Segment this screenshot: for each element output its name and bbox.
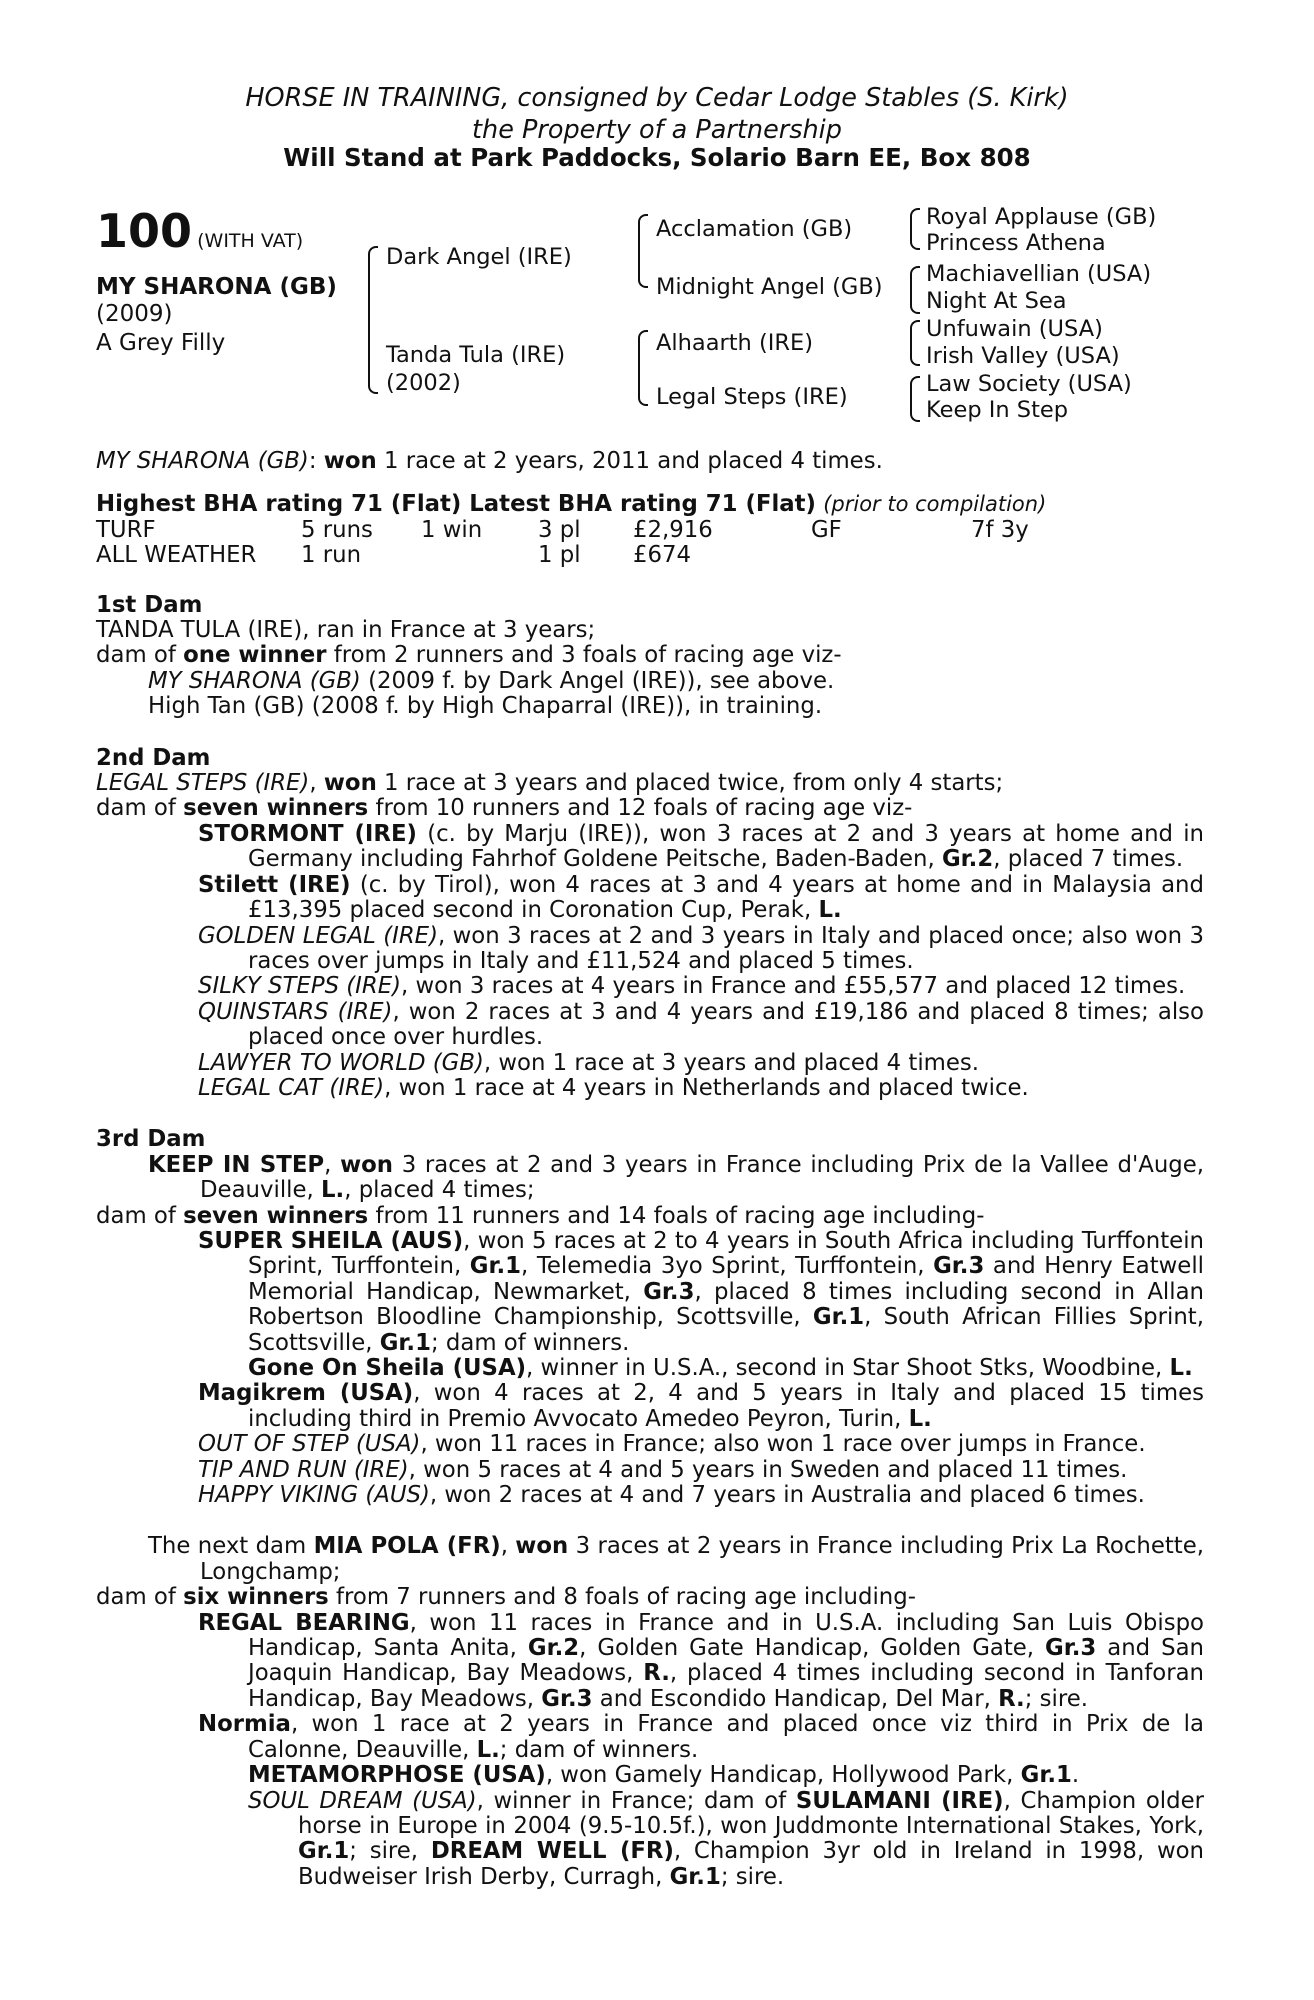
horse-name: MY SHARONA (GB) bbox=[96, 274, 337, 300]
second-dam-offspring: GOLDEN LEGAL (IRE), won 3 races at 2 and 3 years in Italy and placed once; also won 3 races over jumps in Italy and £11,524 and placed 5 times. bbox=[198, 922, 1205, 974]
third-dam-line: KEEP IN STEP, won 3 races at 2 and 3 years in France including Prix de la Vallee d'Auge, Deauville, L., placed 4 times; bbox=[148, 1151, 1205, 1204]
race-record-all-weather: ALL WEATHER 1 run 1 pl £674 bbox=[96, 542, 692, 569]
second-dam-offspring: LAWYER TO WORLD (GB), won 1 race at 3 years and placed 4 times. bbox=[198, 1049, 980, 1076]
second-dam-produce: dam of seven winners from 10 runners and 12 foals of racing age viz- bbox=[96, 795, 913, 822]
second-dam-heading: 2nd Dam bbox=[96, 744, 211, 771]
pedigree-dss: Unfuwain (USA) bbox=[926, 316, 1103, 342]
vat-note: (WITH VAT) bbox=[197, 230, 304, 252]
second-dam-offspring: STORMONT (IRE) (c. by Marju (IRE)), won 3 races at 2 and 3 years at home and in Germany including Fahrhof Goldene Peitsche, Baden-Baden, Gr.2, placed 7 times. bbox=[198, 820, 1205, 873]
third-dam-offspring: SUPER SHEILA (AUS), won 5 races at 2 to 4 years in South Africa including Turffontein Sprint, Turffontein, Gr.1, Telemedia 3yo Sprint, Turffontein, Gr.3 and Henry Eatwell Memorial Handicap, Newmarket, Gr.3, placed 8 times including second in Allan Robertson Bloodline Championship, Scottsville, Gr.1, South African Fillies Sprint, Scottsville, Gr.1; dam of winners. bbox=[198, 1227, 1205, 1356]
pedigree-sire-dam: Midnight Angel (GB) bbox=[656, 274, 883, 300]
second-dam-line: LEGAL STEPS (IRE), won 1 race at 3 years and placed twice, from only 4 starts; bbox=[96, 770, 1004, 797]
pedigree-brace-ss bbox=[910, 208, 920, 250]
third-dam-offspring: Magikrem (USA), won 4 races at 2, 4 and 5 years in Italy and placed 15 times including third in Premio Avvocato Amedeo Peyron, Turin, L. bbox=[198, 1380, 1204, 1432]
pedigree-brace-ds bbox=[910, 320, 920, 366]
third-dam-offspring: HAPPY VIKING (AUS), won 2 races at 4 and 7 years in Australia and placed 6 times. bbox=[198, 1482, 1145, 1509]
third-dam-grand-offspring: Gone On Sheila (USA), winner in U.S.A., second in Star Shoot Stks, Woodbine, L. bbox=[248, 1355, 1193, 1381]
catalogue-body bbox=[96, 449, 1204, 1890]
pedigree-ssd: Princess Athena bbox=[926, 230, 1106, 256]
pedigree-dam-sire: Alhaarth (IRE) bbox=[656, 330, 814, 356]
second-dam-offspring: SILKY STEPS (IRE), won 3 races at 4 years in France and £55,577 and placed 12 times. bbox=[198, 973, 1186, 1000]
pedigree-sdd: Night At Sea bbox=[926, 288, 1067, 314]
first-dam-offspring: High Tan (GB) (2008 f. by High Chaparral (IRE)), in training. bbox=[148, 693, 823, 720]
pedigree-dam-year: (2002) bbox=[386, 370, 461, 396]
third-dam-offspring: OUT OF STEP (USA), won 11 races in France; also won 1 race over jumps in France. bbox=[198, 1431, 1146, 1458]
next-dam-grand-offspring: METAMORPHOSE (USA), won Gamely Handicap, Hollywood Park, Gr.1. bbox=[248, 1762, 1080, 1789]
first-dam-heading: 1st Dam bbox=[96, 591, 203, 618]
third-dam-produce: dam of seven winners from 11 runners and 14 foals of racing age including- bbox=[96, 1202, 985, 1229]
pedigree-brace-main bbox=[368, 246, 378, 394]
second-dam-offspring: LEGAL CAT (IRE), won 1 race at 4 years in Netherlands and placed twice. bbox=[198, 1074, 1029, 1101]
lot-number: 100 bbox=[96, 204, 193, 258]
second-dam-offspring: Stilett (IRE) (c. by Tirol), won 4 races at 3 and 4 years at home and in Malaysia and £13,395 placed second in Coronation Cup, Perak, L. bbox=[198, 871, 1204, 924]
pedigree-brace-sd bbox=[910, 266, 920, 314]
ratings-heading: Highest BHA rating 71 (Flat) Latest BHA rating 71 (Flat) (prior to compilation) bbox=[96, 491, 1047, 518]
first-dam-offspring: MY SHARONA (GB) (2009 f. by Dark Angel (IRE)), see above. bbox=[148, 667, 835, 694]
first-dam-produce: dam of one winner from 2 runners and 3 foals of racing age viz- bbox=[96, 642, 842, 669]
pedigree-brace-sire bbox=[638, 214, 648, 288]
consignment-line: HORSE IN TRAINING, consigned by Cedar Lodge Stables (S. Kirk) bbox=[245, 83, 1069, 113]
horse-description: A Grey Filly bbox=[96, 330, 226, 356]
second-dam-offspring: QUINSTARS (IRE), won 2 races at 3 and 4 years and £19,186 and placed 8 times; also placed once over hurdles. bbox=[198, 998, 1204, 1051]
first-dam-line: TANDA TULA (IRE), ran in France at 3 years; bbox=[96, 617, 596, 644]
horse-year: (2009) bbox=[96, 301, 173, 327]
next-dam-offspring: REGAL BEARING, won 11 races in France and in U.S.A. including San Luis Obispo Handicap, Santa Anita, Gr.2, Golden Gate Handicap, Golden Gate, Gr.3 and San Joaquin Handicap, Bay Meadows, R., placed 4 times including second in Tanforan Handicap, Bay Meadows, Gr.3 and Escondido Handicap, Del Mar, R.; sire. bbox=[198, 1609, 1204, 1712]
third-dam-offspring: TIP AND RUN (IRE), won 5 races at 4 and 5 years in Sweden and placed 11 times. bbox=[198, 1456, 1128, 1483]
third-dam-heading: 3rd Dam bbox=[96, 1126, 206, 1153]
pedigree-brace-dd bbox=[910, 376, 920, 422]
pedigree-sss: Royal Applause (GB) bbox=[926, 204, 1157, 230]
pedigree-dam-dam: Legal Steps (IRE) bbox=[656, 384, 848, 410]
race-summary: MY SHARONA (GB): won 1 race at 2 years, 2011 and placed 4 times. bbox=[96, 448, 883, 474]
property-line: the Property of a Partnership bbox=[472, 115, 842, 145]
stand-location-line: Will Stand at Park Paddocks, Solario Barn EE, Box 808 bbox=[283, 143, 1031, 172]
pedigree-brace-dam bbox=[638, 330, 648, 406]
pedigree-dam: Tanda Tula (IRE) bbox=[386, 342, 566, 368]
next-dam-grand-offspring: SOUL DREAM (USA), winner in France; dam of SULAMANI (IRE), Champion older horse in Europe in 2004 (9.5-10.5f.), won Juddmonte International Stakes, York, Gr.1; sire, DREAM WELL (FR), Champion 3yr old in Ireland in 1998, won Budweiser Irish Derby, Curragh, Gr.1; sire. bbox=[248, 1787, 1204, 1890]
pedigree-ddd: Keep In Step bbox=[926, 397, 1069, 423]
lot-number-block bbox=[96, 206, 303, 256]
pedigree-dsd: Irish Valley (USA) bbox=[926, 343, 1120, 369]
pedigree-sds: Machiavellian (USA) bbox=[926, 261, 1152, 287]
next-dam-offspring: Normia, won 1 race at 2 years in France and placed once viz third in Prix de la Calonne, Deauville, L.; dam of winners. bbox=[198, 1711, 1204, 1763]
next-dam-line: The next dam MIA POLA (FR), won 3 races at 2 years in France including Prix La Rochette, Longchamp; bbox=[148, 1533, 1205, 1585]
next-dam-produce: dam of six winners from 7 runners and 8 foals of racing age including- bbox=[96, 1584, 916, 1611]
pedigree-sire: Dark Angel (IRE) bbox=[386, 244, 572, 270]
pedigree-sire-sire: Acclamation (GB) bbox=[656, 216, 853, 242]
race-record-turf: TURF 5 runs 1 win 3 pl £2,916 GF 7f 3y bbox=[96, 516, 1029, 543]
pedigree-dds: Law Society (USA) bbox=[926, 371, 1132, 397]
